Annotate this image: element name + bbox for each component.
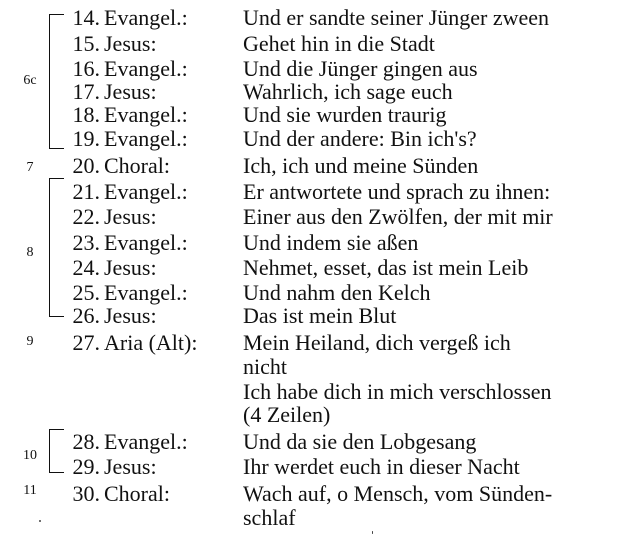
print-speck <box>39 520 41 522</box>
list-item <box>0 482 623 508</box>
item-role: Jesus: <box>104 31 157 56</box>
item-role: Jesus: <box>104 79 157 104</box>
group-number: 6c <box>23 73 37 88</box>
list-item <box>0 231 623 257</box>
item-number: 18. <box>72 102 100 127</box>
item-role: Jesus: <box>104 303 157 328</box>
item-text: Nehmet, esset, das ist mein Leib <box>243 255 529 280</box>
item-text: Er antwortete und sprach zu ihnen: <box>243 179 551 204</box>
list-item <box>0 331 623 357</box>
item-role: Evangel.: <box>104 429 188 454</box>
item-number: 23. <box>72 230 100 255</box>
item-role: Evangel.: <box>104 280 188 305</box>
group-number: 9 <box>26 334 34 349</box>
item-role: Evangel.: <box>104 56 188 81</box>
list-item <box>0 127 623 153</box>
item-text: Und indem sie aßen <box>243 230 419 255</box>
item-number: 17. <box>72 79 100 104</box>
item-number: 21. <box>72 179 100 204</box>
item-number: 24. <box>72 255 100 280</box>
list-item <box>0 180 623 206</box>
item-number: 22. <box>72 204 100 229</box>
item-role: Jesus: <box>104 204 157 229</box>
item-number: 29. <box>72 454 100 479</box>
item-role: Jesus: <box>104 454 157 479</box>
list-item <box>0 430 623 456</box>
item-text: Und der andere: Bin ich's? <box>243 126 477 151</box>
item-text: Und da sie den Lobgesang <box>243 429 477 454</box>
item-number: 28. <box>72 429 100 454</box>
item-text-continuation: Ich habe dich in mich verschlossen <box>243 379 552 404</box>
list-item <box>0 455 623 481</box>
item-text: Wach auf, o Mensch, vom Sünden- <box>243 481 553 506</box>
item-text-continuation: nicht <box>243 354 287 379</box>
group-number: 7 <box>26 160 34 175</box>
item-role: Evangel.: <box>104 5 188 30</box>
list-item <box>0 304 623 330</box>
item-number: 26. <box>72 303 100 328</box>
list-item <box>0 6 623 32</box>
item-role: Evangel.: <box>104 179 188 204</box>
item-role: Choral: <box>104 481 170 506</box>
item-number: 14. <box>72 5 100 30</box>
item-role: Evangel.: <box>104 126 188 151</box>
item-role: Jesus: <box>104 255 157 280</box>
item-text: Ihr werdet euch in dieser Nacht <box>243 454 520 479</box>
list-item <box>0 32 623 58</box>
item-text: Und nahm den Kelch <box>243 280 431 305</box>
item-text: Wahrlich, ich sage euch <box>243 79 453 104</box>
group-number: 11 <box>23 483 37 498</box>
item-text: Und die Jünger gingen aus <box>243 56 478 81</box>
item-number: 19. <box>72 126 100 151</box>
list-item <box>0 205 623 231</box>
item-number: 30. <box>72 481 100 506</box>
print-speck <box>372 531 373 534</box>
item-number: 20. <box>72 153 100 178</box>
list-item <box>0 256 623 282</box>
group-number: 8 <box>26 245 34 260</box>
list-item <box>0 154 623 180</box>
item-text: Mein Heiland, dich vergeß ich <box>243 330 511 355</box>
item-role: Evangel.: <box>104 102 188 127</box>
item-text: Das ist mein Blut <box>243 303 397 328</box>
item-number: 27. <box>72 330 100 355</box>
group-number: 10 <box>23 448 37 463</box>
item-text: Ich, ich und meine Sünden <box>243 153 479 178</box>
item-number: 25. <box>72 280 100 305</box>
item-text: Einer aus den Zwölfen, der mit mir <box>243 204 553 229</box>
item-role: Aria (Alt): <box>104 330 198 355</box>
item-number: 15. <box>72 31 100 56</box>
item-text: Und sie wurden traurig <box>243 102 447 127</box>
item-role: Choral: <box>104 153 170 178</box>
item-text: Und er sandte seiner Jünger zween <box>243 5 550 30</box>
item-text-continuation: (4 Zeilen) <box>243 402 331 427</box>
item-role: Evangel.: <box>104 230 188 255</box>
item-text-continuation: schlaf <box>243 505 296 530</box>
item-number: 16. <box>72 56 100 81</box>
item-text: Gehet hin in die Stadt <box>243 31 435 56</box>
